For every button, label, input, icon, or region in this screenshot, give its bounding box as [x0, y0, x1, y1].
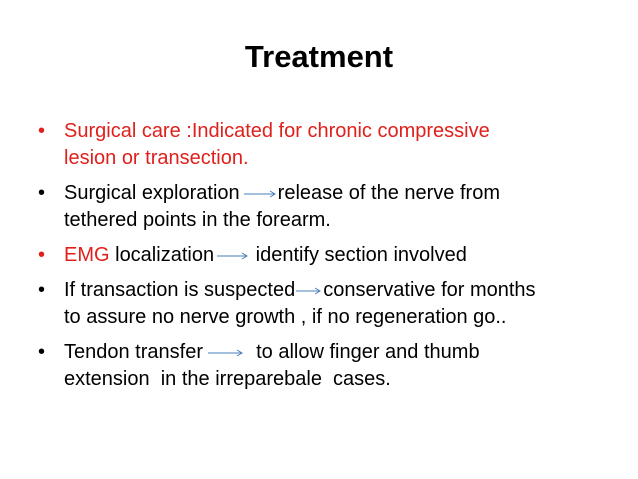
bullet-text-line: lesion or transection.	[64, 147, 249, 169]
bullet-surgical-exploration	[38, 180, 618, 234]
slide-title: Treatment	[244, 39, 394, 74]
bullet-line: to assure no nerve growth , if no regeneration go..	[64, 306, 507, 328]
bullet-text: Surgical exploration	[64, 182, 240, 204]
bullet-line	[64, 339, 618, 366]
bullet-text: If transaction is suspected	[64, 279, 296, 301]
bullet-surgical-care	[38, 118, 618, 172]
arrow-right-icon	[208, 348, 244, 358]
bullet-line: tethered points in the forearm.	[64, 209, 331, 231]
bullet-list	[38, 118, 618, 401]
bullet-text: localization	[109, 244, 215, 266]
bullet-text-line: • Surgical care :Indicated for chronic compressive	[64, 120, 490, 142]
bullet-text: identify section involved	[250, 244, 467, 266]
emg-term: EMG	[64, 244, 110, 266]
bullet-line	[64, 277, 618, 304]
arrow-right-icon	[244, 189, 277, 199]
bullet-text: Tendon transfer	[64, 341, 203, 363]
bullet-tendon-transfer	[38, 339, 618, 393]
bullet-emg	[38, 242, 618, 269]
bullet-text: conservative for months	[323, 279, 536, 301]
arrow-right-icon	[296, 286, 322, 296]
bullet-text: release of the nerve from	[277, 182, 500, 204]
bullet-transaction	[38, 277, 618, 331]
arrow-right-icon	[217, 251, 249, 261]
bullet-text: to allow finger and thumb	[244, 341, 480, 363]
bullet-line	[64, 180, 618, 207]
bullet-line	[64, 242, 618, 269]
bullet-line: extension in the irreparebale cases.	[64, 368, 391, 390]
